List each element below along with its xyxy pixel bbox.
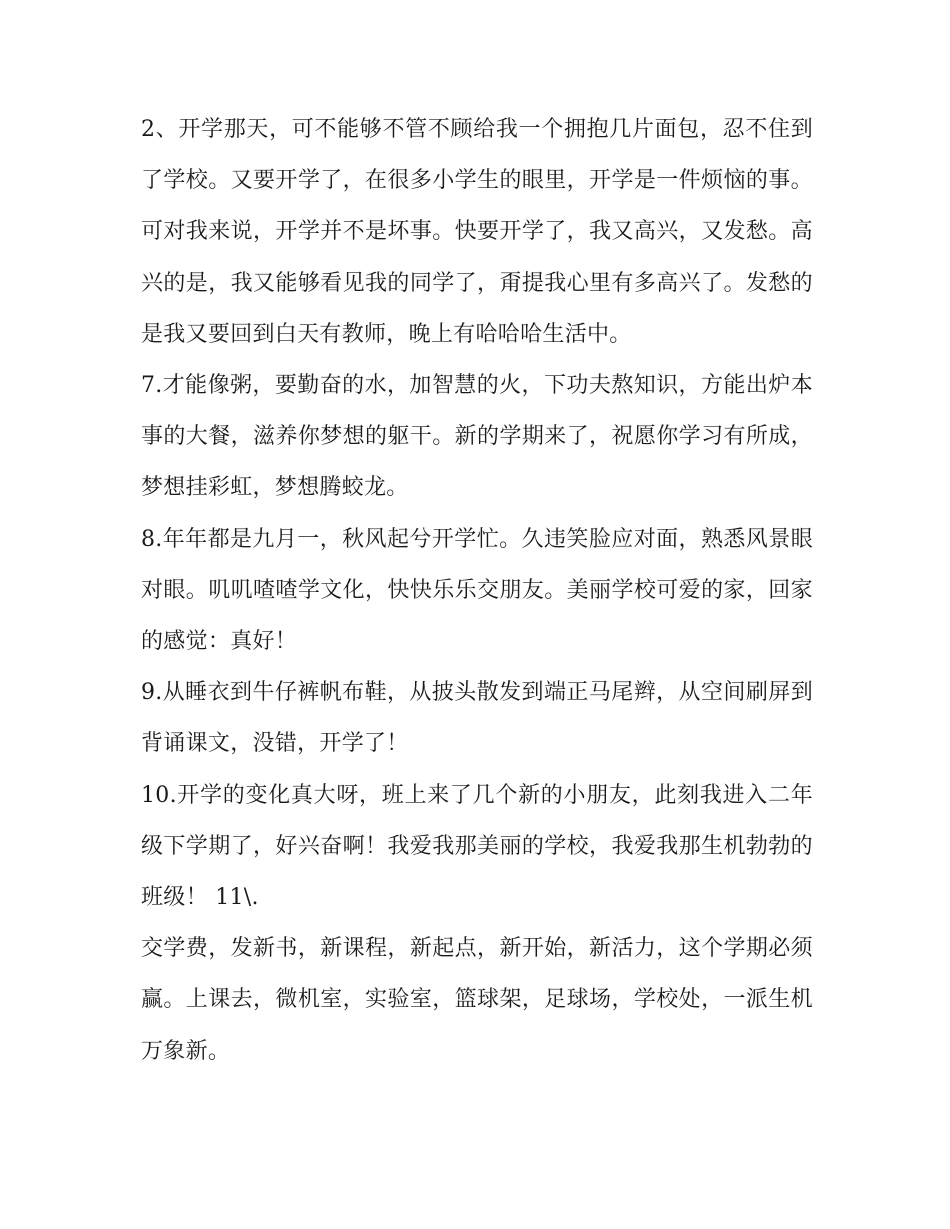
paragraph-9: 9.从睡衣到牛仔裤帆布鞋，从披头散发到端正马尾辫，从空间刷屏到背诵课文，没错，开学了！: [141, 680, 813, 757]
paragraph-8: 8.年年都是九月一，秋风起兮开学忙。久违笑脸应对面，熟悉风景眼对眼。叽叽喳喳学文化，快快乐乐交朋友。美丽学校可爱的家，回家的感觉：真好！: [141, 526, 813, 655]
paragraph-10: 10.开学的变化真大呀，班上来了几个新的小朋友，此刻我进入二年级下学期了，好兴奋啊！我爱我那美丽的学校，我爱我那生机勃勃的班级！ 11\.: [141, 782, 813, 911]
paragraph-7: 7.才能像粥，要勤奋的水，加智慧的火，下功夫熬知识，方能出炉本事的大餐，滋养你梦想的躯干。新的学期来了，祝愿你学习有所成，梦想挂彩虹，梦想腾蛟龙。: [141, 373, 813, 501]
paragraph-11: 交学费，发新书，新课程，新起点，新开始，新活力，这个学期必须赢。上课去，微机室，实验室，篮球架，足球场，学校处，一派生机万象新。: [141, 936, 813, 1064]
document-body: [141, 104, 813, 1077]
paragraph-2: 2、开学那天，可不能够不管不顾给我一个拥抱几片面包，忍不住到了学校。又要开学了，在很多小学生的眼里，开学是一件烦恼的事。可对我来说，开学并不是坏事。快要开学了，我又高兴，又发愁。高兴的是，我又能够看见我的同学了，甭提我心里有多高兴了。发愁的是我又要回到白天有教师，晚上有哈哈哈生活中。: [141, 117, 813, 347]
